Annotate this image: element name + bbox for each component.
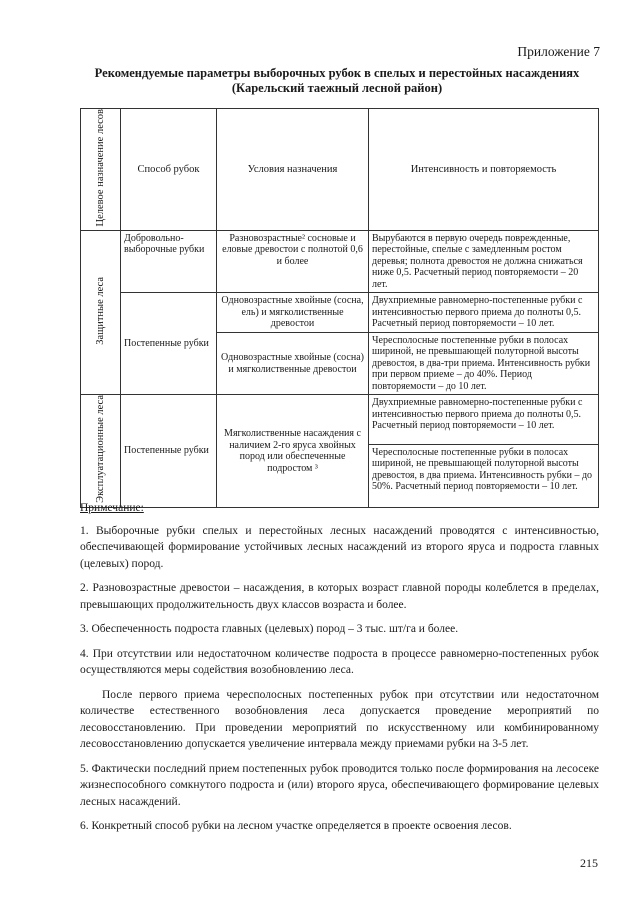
table-row <box>81 395 599 444</box>
conditions-cell: Одновозрастные хвойные (сосна, ель) и мягколиственные древостои <box>217 293 369 333</box>
conditions-cell: Мягколиственные насаждения с наличием 2-го яруса хвойных пород или обеспеченные подростом ³ <box>217 395 369 507</box>
intensity-cell: Двухприемные равномерно-постепенные рубки с интенсивностью первого приема до полноты 0,5. Расчетный период повторяемости – 10 лет. <box>369 395 599 444</box>
document-title <box>80 66 594 96</box>
note-item: 2. Разновозрастные древостои – насаждения, в которых возраст главной породы колеблется в пределах, превышающих продолжительность двух классов возраста и более. <box>80 582 599 611</box>
purpose-exploitation-text: Эксплуатационные леса <box>94 395 106 504</box>
note-item: 4. При отсутствии или недостаточном количестве подроста в процессе равномерно-постепенных рубок осуществляются меры содействия возобновлению леса. <box>80 647 599 676</box>
method-cell: Добровольно-выборочные рубки <box>121 230 217 293</box>
intensity-cell: Чересполосные постепенные рубки в полосах шириной, не превышающей полуторной высоты древостоя, в два приема. Интенсивность рубки – до 50%. Расчетный период повторяемости – 10 лет. <box>369 444 599 507</box>
header-method: Способ рубок <box>121 109 217 231</box>
conditions-cell: Одновозрастные хвойные (сосна) и мягколиственные древостои <box>217 332 369 395</box>
header-conditions: Условия назначения <box>217 109 369 231</box>
notes-heading: Примечание: <box>80 502 144 514</box>
header-purpose <box>81 109 121 231</box>
note-item: После первого приема чересполосных постепенных рубок при отсутствии или недостаточном количестве естественного возобновления леса допускается проведение мероприятий по лесовосстановлению. При проведении мероприятий по искусственному или комбинированному лесовосстановлению допускается увеличение интервала между приемами рубки на 3-5 лет. <box>80 688 599 750</box>
method-cell: Постепенные рубки <box>121 293 217 395</box>
appendix-label: Приложение 7 <box>517 44 600 59</box>
header-intensity: Интенсивность и повторяемость <box>369 109 599 231</box>
note-item: 6. Конкретный способ рубки на лесном участке определяется в проекте освоения лесов. <box>80 820 512 832</box>
purpose-exploitation <box>81 395 121 507</box>
purpose-protective <box>81 230 121 395</box>
intensity-cell: Двухприемные равномерно-постепенные рубки с интенсивностью первого приема до полноты 0,5. Расчетный период повторяемости – 10 лет. <box>369 293 599 333</box>
intensity-cell: Вырубаются в первую очередь поврежденные, перестойные, спелые с замедленным ростом деревья; полнота древостоя не должна снижаться ниже 0,5. Расчетный период повторяемости – 20 лет. <box>369 230 599 293</box>
title-line-1: Рекомендуемые параметры выборочных рубок в спелых и перестойных насаждениях <box>94 66 580 80</box>
parameters-table <box>80 108 599 508</box>
purpose-protective-text: Защитные леса <box>94 277 106 345</box>
note-item: 1. Выборочные рубки спелых и перестойных лесных насаждений проводятся с интенсивностью, обеспечивающей формирование устойчивых лесных насаждений из второго яруса и подроста главных (целевых) пород. <box>80 524 599 570</box>
note-item: 5. Фактически последний прием постепенных рубок проводится только после формирования на лесосеке жизнеспособного сомкнутого подроста и (или) второго яруса, обеспечивающего формирование целевых лесных насаждений. <box>80 762 599 808</box>
notes-section <box>80 500 599 843</box>
header-purpose-text: Целевое назначение лесов <box>94 109 106 227</box>
title-line-2: (Карельский таежный лесной район) <box>231 81 443 95</box>
table-row <box>81 230 599 293</box>
page-number: 215 <box>580 856 598 870</box>
table-header-row <box>81 109 599 231</box>
note-item: 3. Обеспеченность подроста главных (целевых) пород – 3 тыс. шт/га и более. <box>80 623 459 635</box>
table-row <box>81 293 599 333</box>
conditions-cell: Разновозрастные² сосновые и еловые древостои с полнотой 0,6 и более <box>217 230 369 293</box>
intensity-cell: Чересполосные постепенные рубки в полосах шириной, не превышающей полуторной высоты древостоя, в два-три приема. Интенсивность рубки при первом приеме – до 40%. Период повторяемости – до 10 лет. <box>369 332 599 395</box>
method-cell: Постепенные рубки <box>121 395 217 507</box>
